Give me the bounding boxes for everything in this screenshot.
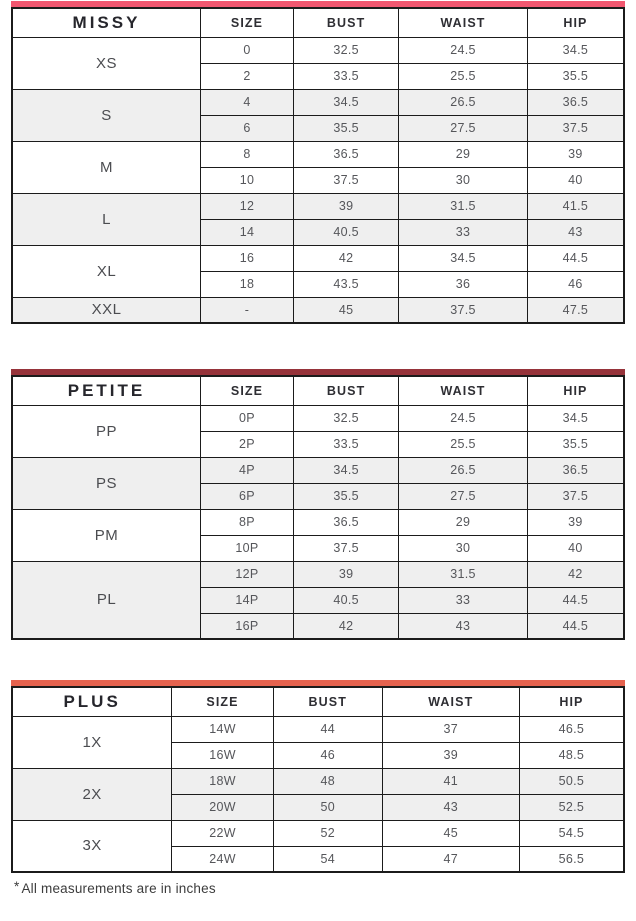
cell-hip: 44.5: [527, 245, 624, 271]
cell-bust: 36.5: [294, 141, 399, 167]
table-row: [12, 245, 624, 271]
cell-size: 8P: [200, 509, 293, 535]
table-row: [12, 141, 624, 167]
column-header-bust: BUST: [294, 8, 399, 37]
cell-waist: 26.5: [399, 89, 528, 115]
cell-size: 22W: [172, 820, 274, 846]
cell-size: 10P: [200, 535, 293, 561]
cell-bust: 45: [294, 297, 399, 323]
cell-size: 14: [200, 219, 293, 245]
cell-bust: 34.5: [294, 457, 399, 483]
cell-hip: 36.5: [527, 457, 624, 483]
cell-bust: 35.5: [294, 115, 399, 141]
size-table-petite: [11, 375, 625, 640]
cell-size: -: [200, 297, 293, 323]
cell-size: 0P: [200, 405, 293, 431]
group-label-pp: PP: [12, 405, 200, 457]
cell-size: 2: [200, 63, 293, 89]
cell-hip: 36.5: [527, 89, 624, 115]
column-header-waist: WAIST: [399, 8, 528, 37]
group-label-pl: PL: [12, 561, 200, 639]
asterisk: *: [14, 879, 20, 894]
cell-bust: 36.5: [294, 509, 399, 535]
cell-waist: 45: [382, 820, 519, 846]
cell-size: 16: [200, 245, 293, 271]
cell-waist: 26.5: [399, 457, 528, 483]
cell-size: 16P: [200, 613, 293, 639]
cell-hip: 48.5: [519, 742, 624, 768]
cell-size: 20W: [172, 794, 274, 820]
group-label-xxl: XXL: [12, 297, 200, 323]
column-header-hip: HIP: [527, 376, 624, 405]
cell-size: 12P: [200, 561, 293, 587]
column-header-size: SIZE: [172, 687, 274, 716]
cell-hip: 37.5: [527, 483, 624, 509]
cell-hip: 39: [527, 509, 624, 535]
cell-hip: 40: [527, 535, 624, 561]
cell-size: 6P: [200, 483, 293, 509]
cell-waist: 31.5: [399, 561, 528, 587]
size-table-plus: [11, 686, 625, 873]
cell-bust: 42: [294, 613, 399, 639]
header-row: [12, 687, 624, 716]
column-header-waist: WAIST: [382, 687, 519, 716]
column-header-hip: HIP: [527, 8, 624, 37]
cell-bust: 48: [273, 768, 382, 794]
group-label-ps: PS: [12, 457, 200, 509]
cell-size: 12: [200, 193, 293, 219]
cell-waist: 25.5: [399, 63, 528, 89]
table-title-petite: PETITE: [12, 376, 200, 405]
table-row: [12, 716, 624, 742]
cell-waist: 25.5: [399, 431, 528, 457]
cell-hip: 46.5: [519, 716, 624, 742]
cell-bust: 34.5: [294, 89, 399, 115]
table-row: [12, 297, 624, 323]
cell-bust: 42: [294, 245, 399, 271]
cell-waist: 30: [399, 167, 528, 193]
group-label-1x: 1X: [12, 716, 172, 768]
table-row: [12, 193, 624, 219]
cell-waist: 39: [382, 742, 519, 768]
cell-bust: 40.5: [294, 587, 399, 613]
cell-size: 18W: [172, 768, 274, 794]
cell-size: 10: [200, 167, 293, 193]
table-row: [12, 457, 624, 483]
cell-bust: 39: [294, 193, 399, 219]
cell-hip: 37.5: [527, 115, 624, 141]
table-row: [12, 37, 624, 63]
column-header-size: SIZE: [200, 8, 293, 37]
cell-hip: 41.5: [527, 193, 624, 219]
column-header-size: SIZE: [200, 376, 293, 405]
cell-hip: 44.5: [527, 587, 624, 613]
cell-hip: 39: [527, 141, 624, 167]
cell-bust: 54: [273, 846, 382, 872]
column-header-bust: BUST: [294, 376, 399, 405]
cell-waist: 41: [382, 768, 519, 794]
cell-waist: 27.5: [399, 483, 528, 509]
cell-bust: 37.5: [294, 535, 399, 561]
cell-waist: 24.5: [399, 37, 528, 63]
cell-waist: 29: [399, 509, 528, 535]
cell-waist: 31.5: [399, 193, 528, 219]
cell-bust: 46: [273, 742, 382, 768]
cell-size: 4P: [200, 457, 293, 483]
column-header-bust: BUST: [273, 687, 382, 716]
cell-size: 8: [200, 141, 293, 167]
cell-size: 24W: [172, 846, 274, 872]
cell-waist: 37.5: [399, 297, 528, 323]
group-label-xs: XS: [12, 37, 200, 89]
table-title-missy: MISSY: [12, 8, 200, 37]
group-label-pm: PM: [12, 509, 200, 561]
cell-waist: 33: [399, 219, 528, 245]
cell-bust: 52: [273, 820, 382, 846]
cell-waist: 36: [399, 271, 528, 297]
table-row: [12, 561, 624, 587]
cell-hip: 56.5: [519, 846, 624, 872]
group-label-xl: XL: [12, 245, 200, 297]
table-title-plus: PLUS: [12, 687, 172, 716]
cell-bust: 37.5: [294, 167, 399, 193]
size-table-missy: [11, 7, 625, 324]
cell-waist: 43: [382, 794, 519, 820]
cell-waist: 30: [399, 535, 528, 561]
size-chart-missy: [11, 1, 625, 324]
cell-size: 0: [200, 37, 293, 63]
table-row: [12, 820, 624, 846]
cell-bust: 35.5: [294, 483, 399, 509]
cell-hip: 54.5: [519, 820, 624, 846]
cell-hip: 46: [527, 271, 624, 297]
cell-waist: 29: [399, 141, 528, 167]
footnote-text: All measurements are in inches: [21, 881, 216, 896]
cell-hip: 40: [527, 167, 624, 193]
header-row: [12, 8, 624, 37]
table-row: [12, 89, 624, 115]
cell-hip: 35.5: [527, 431, 624, 457]
cell-size: 18: [200, 271, 293, 297]
cell-hip: 52.5: [519, 794, 624, 820]
group-label-2x: 2X: [12, 768, 172, 820]
cell-bust: 44: [273, 716, 382, 742]
cell-size: 14W: [172, 716, 274, 742]
cell-bust: 33.5: [294, 63, 399, 89]
cell-hip: 47.5: [527, 297, 624, 323]
group-label-s: S: [12, 89, 200, 141]
cell-hip: 35.5: [527, 63, 624, 89]
group-label-3x: 3X: [12, 820, 172, 872]
cell-waist: 34.5: [399, 245, 528, 271]
cell-bust: 40.5: [294, 219, 399, 245]
cell-waist: 37: [382, 716, 519, 742]
cell-hip: 44.5: [527, 613, 624, 639]
cell-bust: 33.5: [294, 431, 399, 457]
size-chart-plus: [11, 680, 625, 873]
cell-hip: 43: [527, 219, 624, 245]
cell-hip: 50.5: [519, 768, 624, 794]
column-header-waist: WAIST: [399, 376, 528, 405]
cell-waist: 27.5: [399, 115, 528, 141]
cell-hip: 34.5: [527, 405, 624, 431]
header-row: [12, 376, 624, 405]
table-row: [12, 405, 624, 431]
cell-size: 4: [200, 89, 293, 115]
cell-bust: 43.5: [294, 271, 399, 297]
group-label-m: M: [12, 141, 200, 193]
cell-bust: 32.5: [294, 405, 399, 431]
group-label-l: L: [12, 193, 200, 245]
cell-bust: 32.5: [294, 37, 399, 63]
cell-waist: 47: [382, 846, 519, 872]
charts-root: [0, 1, 636, 873]
table-row: [12, 768, 624, 794]
cell-size: 6: [200, 115, 293, 141]
size-chart-petite: [11, 369, 625, 640]
cell-size: 14P: [200, 587, 293, 613]
measurements-footnote: [14, 879, 636, 896]
cell-hip: 42: [527, 561, 624, 587]
cell-waist: 43: [399, 613, 528, 639]
cell-bust: 39: [294, 561, 399, 587]
column-header-hip: HIP: [519, 687, 624, 716]
cell-size: 2P: [200, 431, 293, 457]
table-row: [12, 509, 624, 535]
cell-bust: 50: [273, 794, 382, 820]
cell-size: 16W: [172, 742, 274, 768]
cell-waist: 33: [399, 587, 528, 613]
cell-hip: 34.5: [527, 37, 624, 63]
cell-waist: 24.5: [399, 405, 528, 431]
